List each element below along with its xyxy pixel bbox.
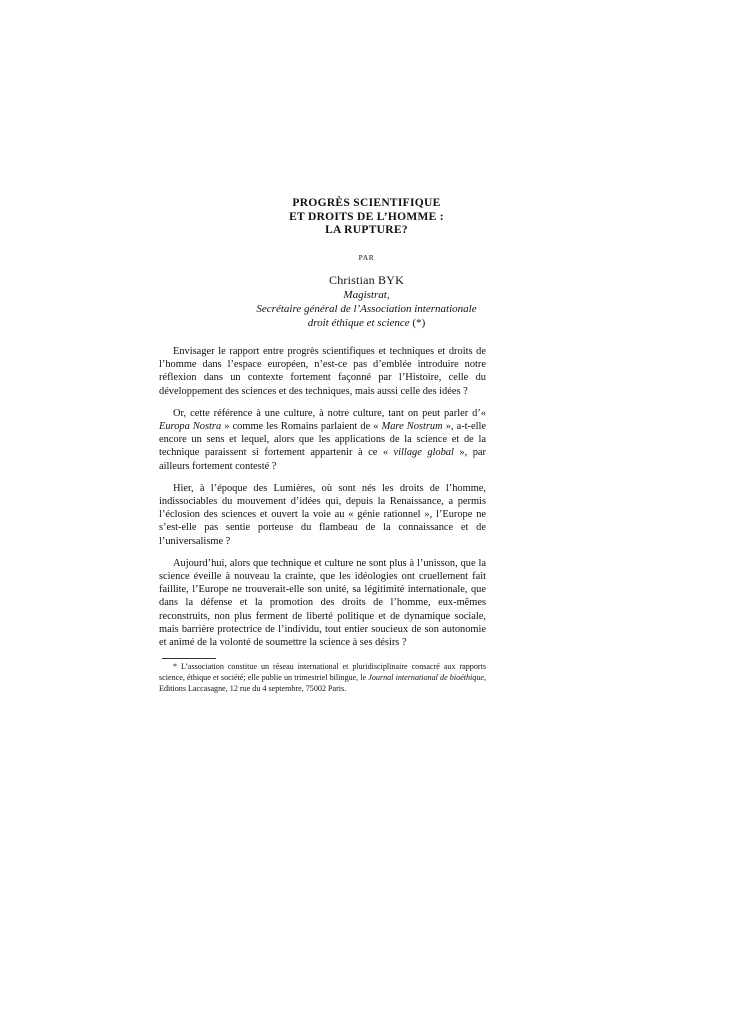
- footnote-separator: [162, 658, 216, 659]
- paragraph-2: [159, 407, 486, 473]
- title-line-2: ET DROITS DE L’HOMME :: [289, 210, 444, 223]
- p2-europa-nostra: Europa Nostra: [159, 421, 222, 433]
- p2-text-c: » comme les Romains parlaient de «: [221, 421, 382, 433]
- author-affiliation: Secrétaire général de l’Association internationale: [256, 303, 477, 315]
- p2-text-e: », a-t-elle encore un sens et lequel, alors que les applications de la science et de la technique paraissent si fortement appartenir à ce «: [159, 421, 486, 459]
- p2-text-a: Or, cette référence à une culture, à notre culture, tant on peut parler d’«: [173, 407, 486, 419]
- paragraph-4: Aujourd’hui, alors que technique et culture ne sont plus à l’unisson, que la science éveille à nouveau la crainte, que les idéologies ont cruellement fait faillite, l’Europe ne trouverait-elle son unité, sa légitimité internationale, que dans la défense et la promotion des droits de l’homme, eux-mêmes reconstruits, non plus ferment de liberté politique et de dynamique sociale, mais barrière protectrice de l’individu, tout entier soucieux de son autonomie et animé de la volonté de soumettre la science à ses désirs ?: [159, 557, 486, 649]
- title-line-3: LA RUPTURE?: [325, 224, 408, 236]
- footnote-marker: (*): [409, 317, 426, 329]
- p2-text-g: », par ailleurs fortement contesté ?: [159, 447, 487, 472]
- author-block: [0, 273, 733, 330]
- article-title: [0, 197, 733, 238]
- author-title: Magistrat,: [343, 289, 390, 301]
- footnote-text-c: , Editions Laccasagne, 12 rue du 4 septembre, 75002 Paris.: [159, 672, 486, 693]
- paragraph-3: Hier, à l’époque des Lumières, où sont nés les droits de l’homme, indissociables du mouvement d’idées qui, depuis la Renaissance, a permis l’éclosion des sciences et ouvert la voie au « génie rationnel », l’Europe ne s’est-elle pas sentie porteuse du flambeau de la connaissance et de l’universalisme ?: [159, 482, 486, 547]
- author-affiliation-continued: [0, 316, 733, 330]
- footnote-text: [159, 662, 486, 694]
- article-body: [159, 345, 486, 658]
- p2-mare-nostrum: Mare Nostrum: [381, 421, 443, 433]
- footnote-journal-title: Journal international de bioéthique: [368, 672, 484, 682]
- title-line-1: PROGRÈS SCIENTIFIQUE: [292, 197, 441, 209]
- footnote-text-a: * L’association constitue un réseau international et pluridisciplinaire consacré aux rapports science, éthique et société; elle publie un trimestriel bilingue, le: [159, 662, 486, 682]
- association-name: droit éthique et science: [307, 317, 410, 329]
- paragraph-1: Envisager le rapport entre progrès scientifiques et techniques et droits de l’homme dans l’espace européen, n’est-ce pas d’emblée introduire notre réflexion dans un contexte fortement façonné par l’Histoire, celle du développement des sciences et des techniques, mais aussi celle des idées ?: [159, 346, 486, 397]
- p2-village-global: village global: [393, 447, 454, 459]
- footnote: [159, 662, 486, 694]
- by-label: PAR: [358, 253, 375, 262]
- author-name: Christian BYK: [329, 273, 404, 287]
